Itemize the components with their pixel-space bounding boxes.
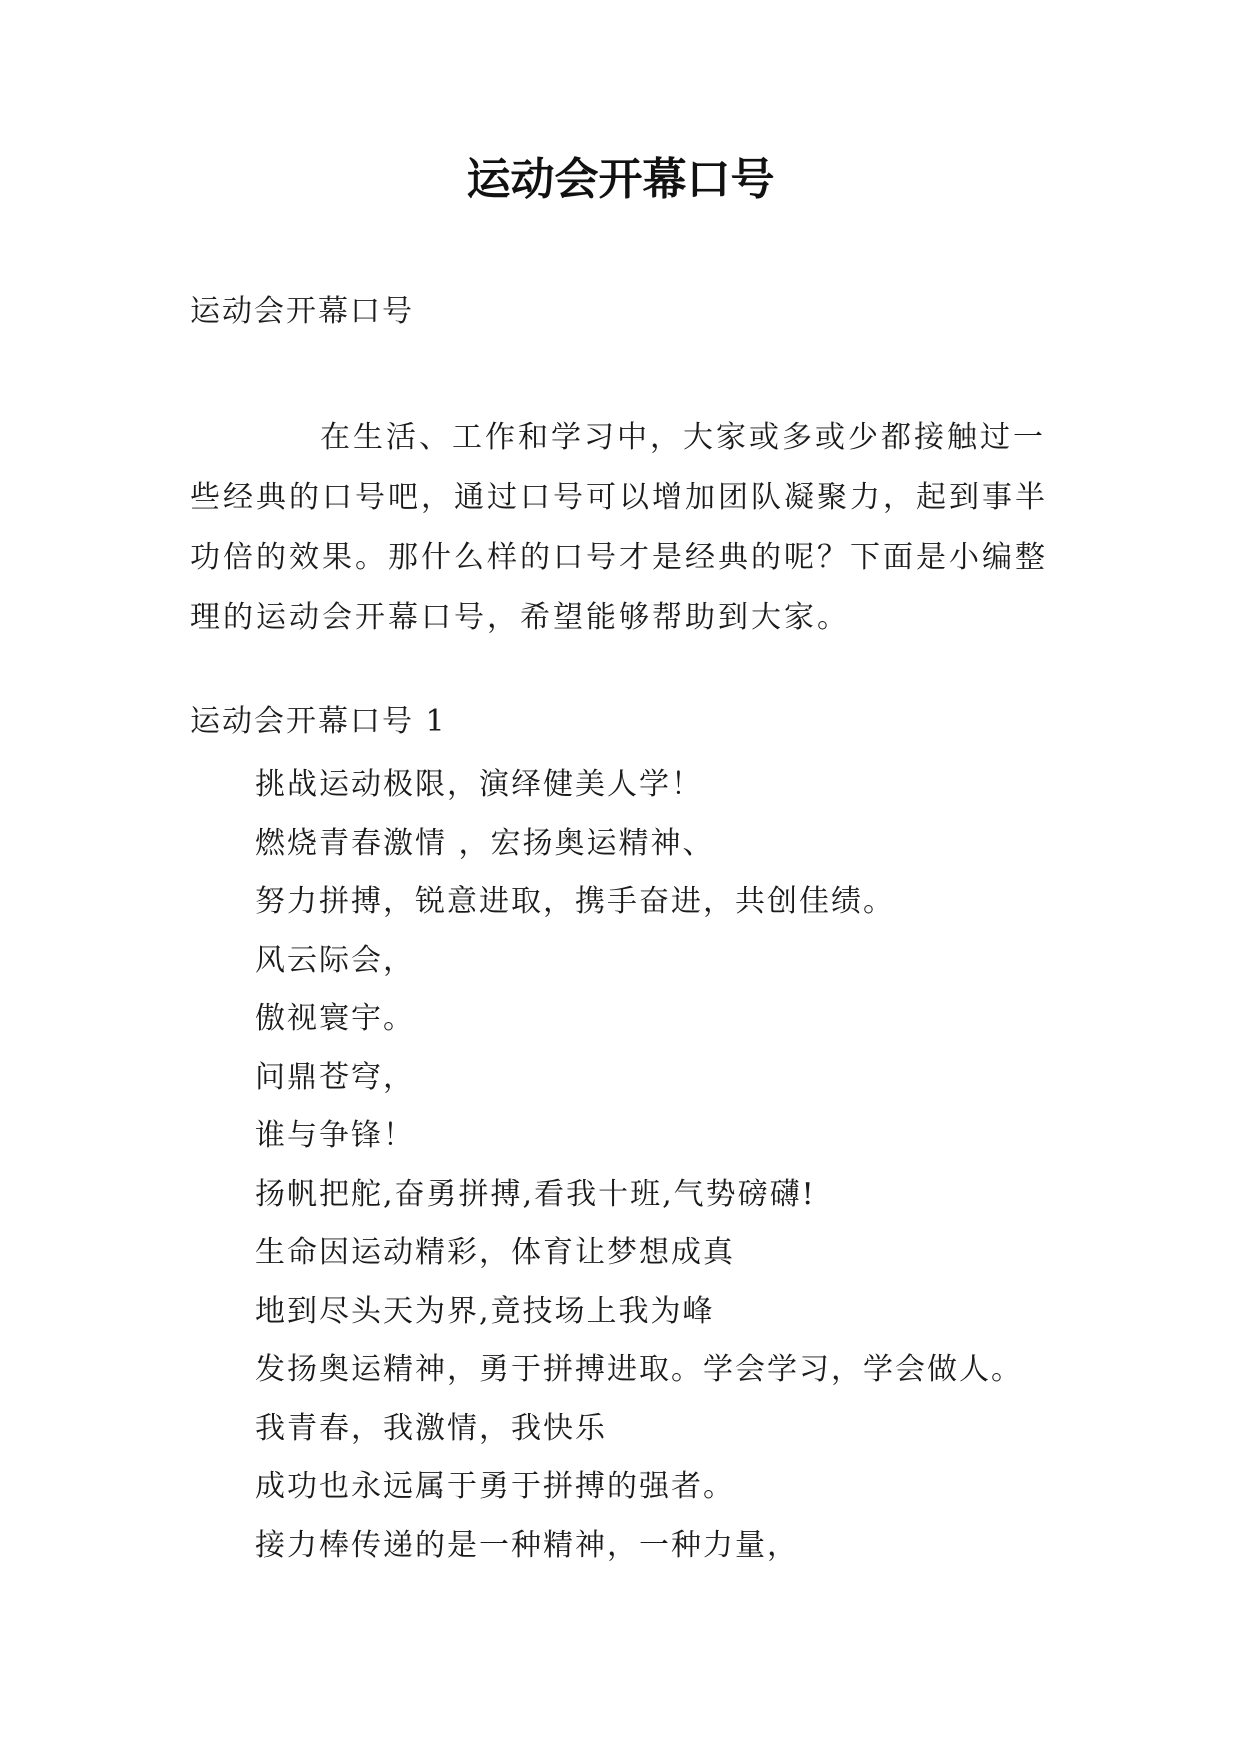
slogan-line: 地到尽头天为界,竟技场上我为峰 (255, 1293, 715, 1329)
slogan-line: 生命因运动精彩，体育让梦想成真 (255, 1235, 735, 1270)
slogan-line: 燃烧青春激情 ，宏扬奥运精神、 (255, 825, 715, 861)
slogan-list (255, 756, 1155, 1575)
slogan-line: 风云际会， (255, 942, 415, 978)
section-heading: 运动会开幕口号 1 (190, 704, 447, 739)
slogan-line: 谁与争锋！ (255, 1118, 415, 1153)
document-title: 运动会开幕口号 (466, 154, 775, 205)
slogan-line: 努力拼搏，锐意进取，携手奋进，共创佳绩。 (255, 884, 895, 919)
document-subtitle: 运动会开幕口号 (190, 294, 414, 329)
slogan-line: 扬帆把舵,奋勇拼搏,看我十班,气势磅礴! (255, 1176, 816, 1212)
slogan-line: 发扬奥运精神，勇于拼搏进取。学会学习，学会做人。 (255, 1352, 1023, 1387)
intro-paragraph: 在生活、工作和学习中，大家或多或少都接触过一些经典的口号吧，通过口号可以增加团队凝聚力，起到事半功倍的效果。那什么样的口号才是经典的呢？下面是小编整理的运动会开幕口号，希望能够帮助到大家。 (190, 420, 1048, 635)
slogan-line: 傲视寰宇。 (255, 1001, 415, 1036)
slogan-line: 我青春，我激情，我快乐 (255, 1410, 607, 1446)
slogan-line: 成功也永远属于勇于拼搏的强者。 (255, 1469, 735, 1504)
slogan-line: 接力棒传递的是一种精神，一种力量， (255, 1527, 799, 1563)
slogan-line: 挑战运动极限，演绎健美人学！ (255, 767, 703, 802)
slogan-line: 问鼎苍穹， (255, 1059, 415, 1095)
